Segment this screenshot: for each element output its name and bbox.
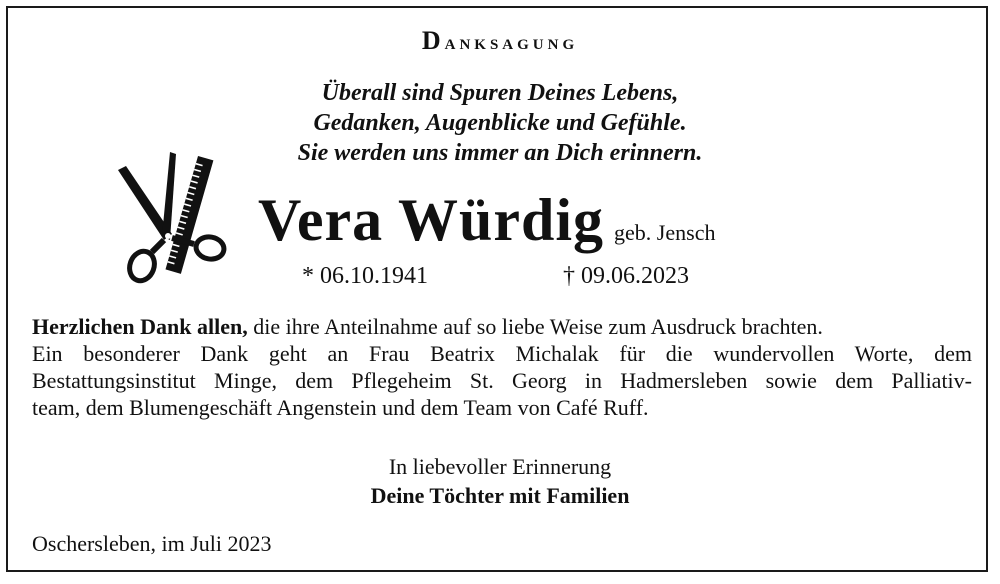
place-and-date: Oschersleben, im Juli 2023 [32,531,272,556]
heading [0,26,1000,56]
thanks-line-4: team, dem Blumengeschäft Angenstein und dem Team von Café Ruff. [32,395,649,420]
death-date: † 09.06.2023 [563,263,689,289]
thanks-line-2: Ein besonderer Dank geht an Frau Beatrix Michalak für die wundervollen Worte, dem [32,341,972,366]
maiden-name: geb. Jensch [614,220,716,245]
heading-rest: anksagung [444,29,579,54]
deceased-name: Vera Würdig [258,187,605,253]
family-signature: Deine Töchter mit Familien [370,483,630,508]
thanks-line-1 [32,313,972,340]
heading-initial: D [421,26,445,55]
thanks-line-1-rest: die ihre Anteilnahme auf so liebe Weise zum Ausdruck brachten. [247,314,823,339]
scissors-and-comb-icon [112,148,230,284]
verse-line-2: Gedanken, Augenblicke und Gefühle. [313,110,687,136]
thanks-text [32,313,972,421]
thanks-line-3: Bestattungsinstitut Minge, dem Pflegeheim St. Georg in Hadmersleben sowie dem Palliativ- [32,368,972,393]
verse-line-3: Sie werden uns immer an Dich erinnern. [297,140,703,166]
deceased-name-row [258,186,715,255]
verse-line-1: Überall sind Spuren Deines Lebens, [321,80,679,106]
thanks-lead: Herzlichen Dank allen, [32,314,248,339]
birth-date: * 06.10.1941 [302,263,428,289]
closing-line: In liebevoller Erinnerung [388,454,612,479]
closing [0,452,1000,510]
